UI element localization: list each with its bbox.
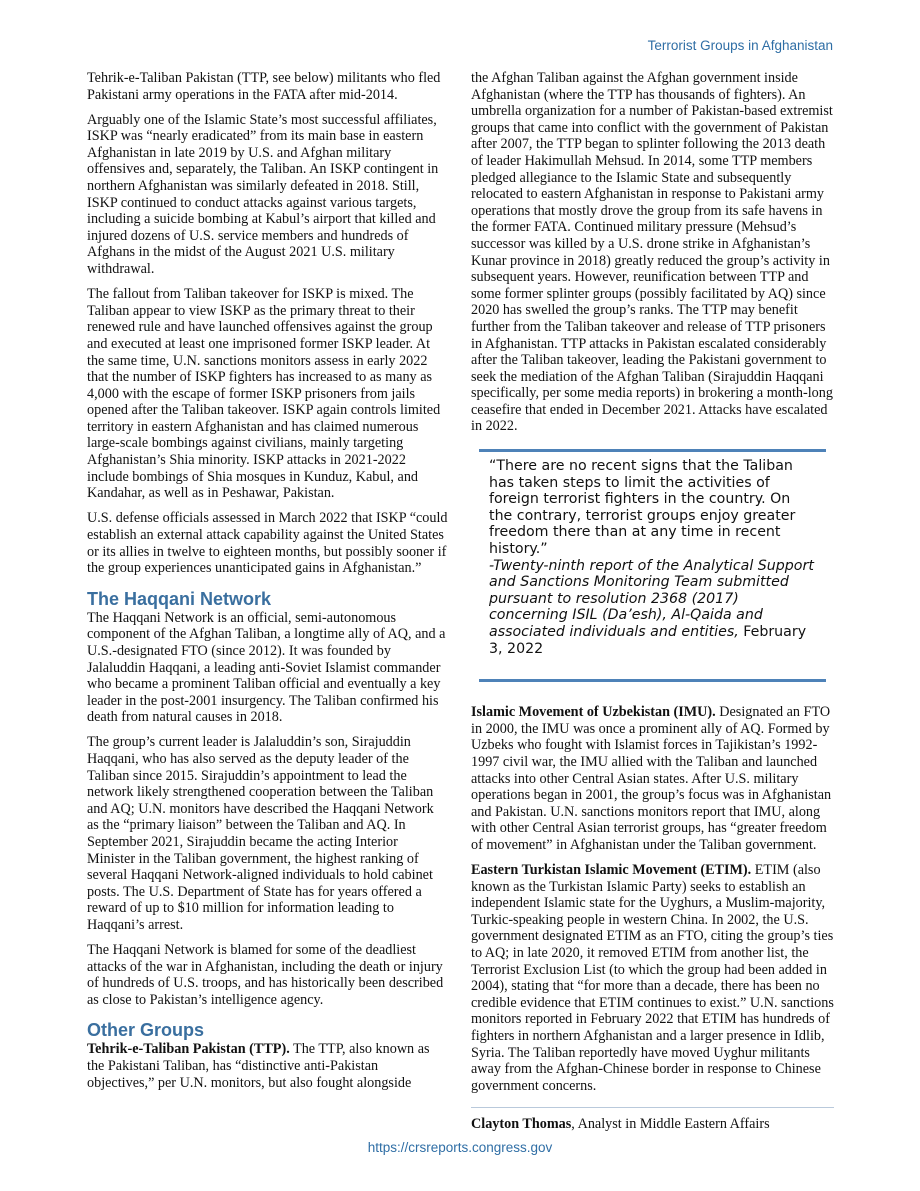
pull-quote-source: -Twenty-ninth report of the Analytical Support and Sanctions Monitoring Team submitted pursuant to resolution 2368 (2017) concerning ISIL (Da’esh), Al-Qaida and associated individuals and entities, (489, 557, 814, 640)
author-divider (471, 1107, 834, 1108)
paragraph-iskp-fallout: The fallout from Taliban takeover for ISKP is mixed. The Taliban appear to view ISKP as the primary threat to their renewed rule and have launched offensives against the group and executed at least one imprisoned former ISKP leader. At the same time, U.N. sanctions monitors assess in early 2022 that the number of ISKP fighters has increased to as many as 4,000 with the escape of former ISKP prisoners from jails opened after the Taliban takeover. ISKP again controls limited territory in eastern Afghanistan and has claimed numerous large-scale bombings against civilians, mainly targeting Afghanistan’s Shia minority. ISKP attacks in 2021-2022 include bombings of Shia mosques in Kunduz, Kabul, and Kandahar, as well as in Peshawar, Pakistan. (87, 286, 441, 502)
paragraph-haqqani-attacks: The Haqqani Network is blamed for some of the deadliest attacks of the war in Afghanistan, including the death or injury of hundreds of U.S. troops, and has historically been described as close to Pakistan’s intelligence agency. (87, 942, 444, 1008)
author-line (471, 1116, 834, 1133)
author-name: Clayton Thomas (471, 1116, 572, 1133)
paragraph-imu (471, 704, 834, 853)
heading-haqqani-network: The Haqqani Network (87, 588, 272, 609)
pull-quote-date: February 3, 2022 (489, 624, 807, 657)
etim-lead: Eastern Turkistan Islamic Movement (ETIM). (471, 862, 752, 879)
imu-text: Designated an FTO in 2000, the IMU was once a prominent ally of AQ. Formed by Uzbeks who fought with Islamist forces in Tajikistan’s 1992-1997 civil war, the IMU allied with the Taliban and launched attacks into other Central Asian states. After U.S. military operations began in 2001, the group’s focus was in Afghanistan and Pakistan. U.N. sanctions monitors report that IMU, along with other Central Asian terrorist groups, has “greater freedom of movement” in Afghanistan under the Taliban government. (471, 704, 832, 853)
imu-lead: Islamic Movement of Uzbekistan (IMU). (471, 704, 716, 721)
paragraph-haqqani-intro: The Haqqani Network is an official, semi-autonomous component of the Afghan Taliban, a longtime ally of AQ, and a U.S.-designated FTO (since 2012). It was founded by Jalaluddin Haqqani, a leading anti-Soviet Islamist commander who became a prominent Taliban official and eventually a key leader in the post-2001 insurgency. The Taliban confirmed his death from natural causes in 2018. (87, 609, 446, 726)
pull-quote-text: “There are no recent signs that the Taliban has taken steps to limit the activities of foreign terrorist fighters in the country. On the contrary, terrorist groups enjoy greater freedom there than at any time in recent history.” (489, 458, 796, 558)
etim-text: ETIM (also known as the Turkistan Islamic Party) seeks to establish an independent Islamic state for the Uyghurs, a Muslim-majority, Turkic-speaking people in western China. In 2002, the U.S. government designated ETIM as an FTO, citing the group’s ties to AQ; in late 2020, it removed ETIM from another list, the Terrorist Exclusion List (to which the group had been added in 2004), stating that “for more than a decade, there has been no credible evidence that ETIM continues to exist.” U.N. sanctions monitors reported in February 2022 that ETIM has hundreds of fighters in northern Afghanistan and a larger presence in Idlib, Syria. The Taliban reportedly have moved Uyghur militants away from the Afghan-Chinese border in response to Chinese government concerns. (471, 862, 834, 1094)
paragraph-ttp (87, 1041, 449, 1091)
pull-quote (479, 449, 826, 682)
running-header: Terrorist Groups in Afghanistan (647, 38, 833, 53)
paragraph-iskp-assessment: U.S. defense officials assessed in March 2022 that ISKP “could establish an external attack capability against the United States or its allies in twelve to eighteen months, but possibly sooner if the group experiences unanticipated gains in Afghanistan.” (87, 510, 448, 577)
left-column (87, 70, 449, 1100)
footer-url[interactable]: https://crsreports.congress.gov (367, 1140, 553, 1155)
paragraph-haqqani-leader: The group’s current leader is Jalaluddin’s son, Sirajuddin Haqqani, who has also served as the deputy leader of the Taliban since 2015. Sirajuddin’s appointment to lead the network likely strengthened cooperation between the Taliban and AQ; U.N. monitors have described the Haqqani Network as the “primary liaison” between the Taliban and AQ. In September 2021, Sirajuddin became the acting Interior Minister in the Taliban government, the highest ranking of several Haqqani Network-aligned individuals to hold cabinet posts. The U.S. Department of State has for years offered a reward of up to $10 million for information leading to Haqqani’s arrest. (87, 734, 434, 933)
paragraph-iskp-eradicated: Arguably one of the Islamic State’s most successful affiliates, ISKP was “nearly eradicated” from its main base in eastern Afghanistan in late 2019 by U.S. and Afghan military offensives and, separately, the Taliban. An ISKP contingent in northern Afghanistan was similarly defeated in 2018. Still, ISKP continued to conduct attacks against various targets, including a suicide bombing at Kabul’s airport that killed and injured dozens of U.S. service members and hundreds of Afghans in the midst of the August 2021 U.S. military withdrawal. (87, 111, 439, 278)
paragraph-ttp-continued: the Afghan Taliban against the Afghan government inside Afghanistan (where the TTP has thousands of fighters). An umbrella organization for a number of Pakistan-based extremist groups that came into conflict with the government of Pakistan after 2007, the TTP began to splinter following the 2013 death of leader Hakimullah Mehsud. In 2014, some TTP members pledged allegiance to the Islamic State and subsequently relocated to eastern Afghanistan in response to Pakistani army operations that mostly drove the group from its safe havens in the former FATA. Continued military pressure (Mehsud’s successor was killed by a U.S. drone strike in Afghanistan’s Kunar province in 2018) greatly reduced the group’s activity in subsequent years. However, reunification between TTP and some former splinter groups (possibly facilitated by AQ) since 2020 has swelled the group’s ranks. The TTP may benefit further from the Taliban takeover and release of TTP prisoners in Afghanistan. TTP attacks in Pakistan escalated considerably after the Taliban takeover, leading the Pakistani government to seek the mediation of the Afghan Taliban (Sirajuddin Haqqani specifically, per some media reports) in brokering a month-long ceasefire that ended in December 2021. Attacks have escalated in 2022. (471, 70, 833, 435)
heading-other-groups: Other Groups (87, 1020, 205, 1041)
paragraph-etim (471, 862, 834, 1094)
ttp-text: The TTP, also known as the Pakistani Taliban, has “distinctive anti-Pakistan objectives,” per U.N. monitors, but also fought alongside (87, 1041, 430, 1091)
author-title: , Analyst in Middle Eastern Affairs (571, 1116, 770, 1133)
pull-quote-attribution (489, 558, 816, 658)
ttp-lead: Tehrik-e-Taliban Pakistan (TTP). (87, 1041, 290, 1058)
paragraph-ttp-fled: Tehrik-e-Taliban Pakistan (TTP, see below) militants who fled Pakistani army operations in the FATA after mid-2014. (87, 70, 441, 103)
right-column (471, 70, 834, 1133)
